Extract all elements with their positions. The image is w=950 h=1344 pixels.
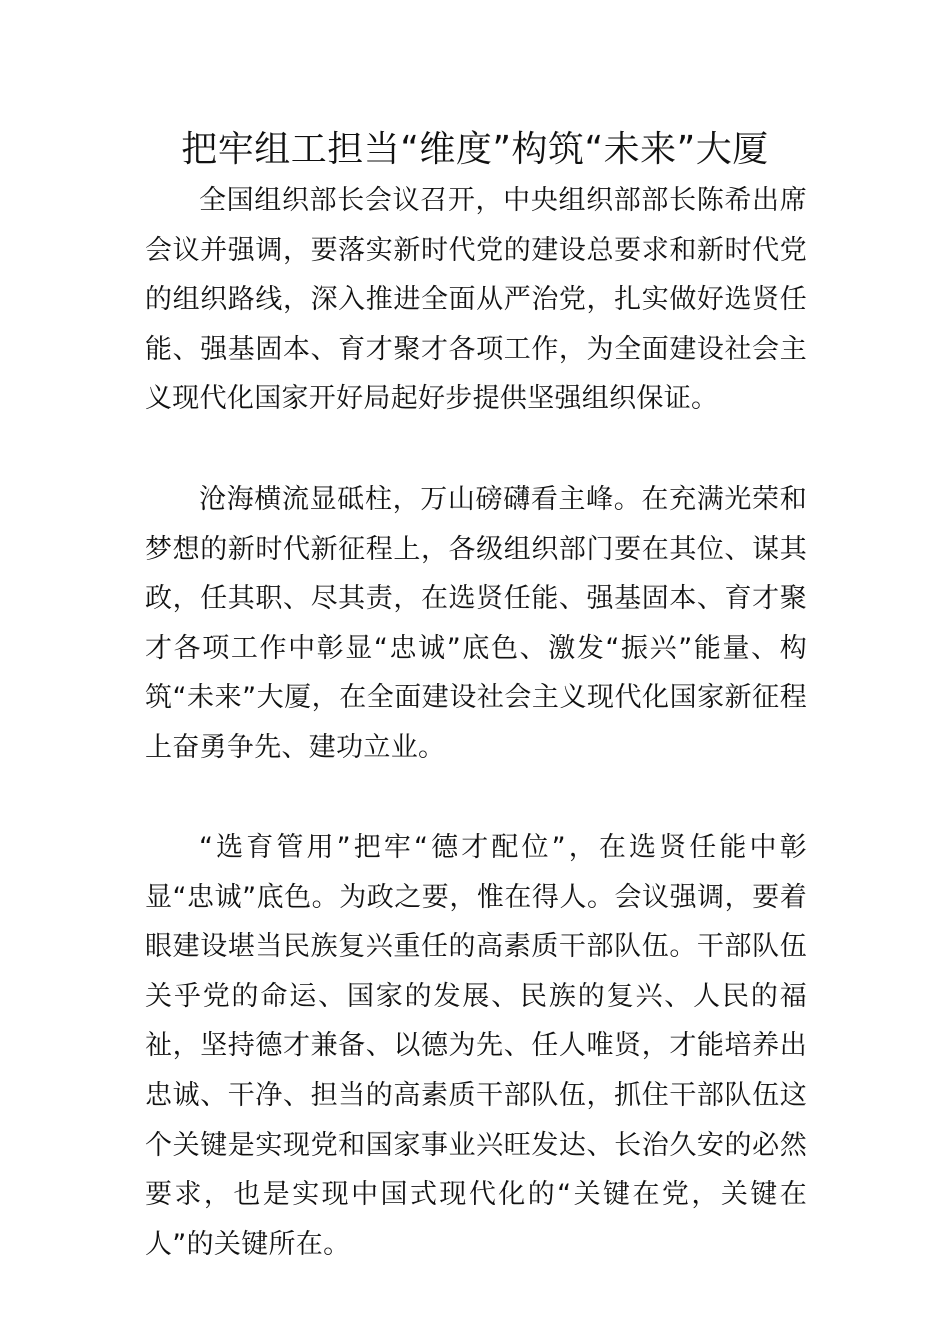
paragraph-3: “选育管用”把牢“德才配位”，在选贤任能中彰显“忠诚”底色。为政之要，惟在得人。会议强调，要着眼建设堪当民族复兴重任的高素质干部队伍。干部队伍关乎党的命运、国家的发展、民族的复兴、人民的福祉，坚持德才兼备、以德为先、任人唯贤，才能培养出忠诚、干净、担当的高素质干部队伍，抓住干部队伍这个关键是实现党和国家事业兴旺发达、长治久安的必然要求，也是实现中国式现代化的“关键在党，关键在人”的关键所在。 <box>145 832 807 1260</box>
document-title: 把牢组工担当“维度”构筑“未来”大厦 <box>181 129 769 170</box>
paragraph-1: 全国组织部长会议召开，中央组织部部长陈希出席会议并强调，要落实新时代党的建设总要求和新时代党的组织路线，深入推进全面从严治党，扎实做好选贤任能、强基固本、育才聚才各项工作，为全面建设社会主义现代化国家开好局起好步提供坚强组织保证。 <box>145 185 807 415</box>
paragraph-2: 沧海横流显砥柱，万山磅礴看主峰。在充满光荣和梦想的新时代新征程上，各级组织部门要在其位、谋其政，任其职、尽其责，在选贤任能、强基固本、育才聚才各项工作中彰显“忠诚”底色、激发“振兴”能量、构筑“未来”大厦，在全面建设社会主义现代化国家新征程上奋勇争先、建功立业。 <box>145 484 807 763</box>
